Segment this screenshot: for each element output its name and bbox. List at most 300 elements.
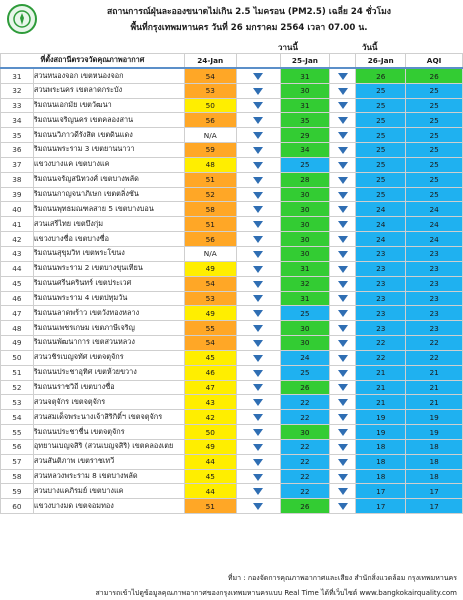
value-26-jan: 23 (356, 276, 406, 291)
table-row (1, 68, 463, 83)
value-25-jan: 34 (280, 143, 330, 158)
station-name: ริมถนนพระราม 4 เขตปทุมวัน (33, 291, 184, 306)
row-index: 35 (1, 128, 34, 143)
trend-down-icon (330, 410, 356, 425)
value-25-jan: 30 (280, 232, 330, 247)
table-row (1, 217, 463, 232)
row-index: 46 (1, 291, 34, 306)
table-row (1, 98, 463, 113)
value-25-jan: 35 (280, 113, 330, 128)
down-arrow-icon (338, 384, 348, 391)
trend-down-icon (330, 157, 356, 172)
table-row (1, 499, 463, 514)
table-row (1, 306, 463, 321)
down-arrow-icon (338, 444, 348, 451)
value-25-jan: 22 (280, 469, 330, 484)
table-row (1, 380, 463, 395)
table-row (1, 469, 463, 484)
trend-down-icon (330, 484, 356, 499)
aqi-value: 25 (406, 187, 463, 202)
value-25-jan: 22 (280, 484, 330, 499)
value-24-jan: 46 (184, 365, 236, 380)
down-arrow-icon (338, 132, 348, 139)
value-24-jan: 42 (184, 410, 236, 425)
value-26-jan: 17 (356, 499, 406, 514)
trend-down-icon (236, 380, 280, 395)
station-name: ริมถนนศรีนครินทร์ เขตประเวศ (33, 276, 184, 291)
aqi-value: 23 (406, 246, 463, 261)
table-row (1, 157, 463, 172)
row-index: 43 (1, 246, 34, 261)
trend-down-icon (330, 499, 356, 514)
table-row (1, 454, 463, 469)
value-25-jan: 28 (280, 172, 330, 187)
trend-down-icon (330, 276, 356, 291)
aqi-value: 24 (406, 217, 463, 232)
value-25-jan: 30 (280, 202, 330, 217)
aqi-value: 23 (406, 291, 463, 306)
row-index: 56 (1, 439, 34, 454)
value-26-jan: 25 (356, 172, 406, 187)
row-index: 59 (1, 484, 34, 499)
trend-down-icon (236, 350, 280, 365)
row-index: 31 (1, 68, 34, 83)
trend-down-icon (236, 321, 280, 336)
aqi-value: 22 (406, 350, 463, 365)
trend-down-icon (236, 365, 280, 380)
aqi-value: 25 (406, 128, 463, 143)
down-arrow-icon (253, 177, 263, 184)
value-24-jan: 58 (184, 202, 236, 217)
row-index: 55 (1, 425, 34, 440)
website-note: สามารถเข้าไปดูข้อมูลคุณภาพอากาศของกรุงเทพมหานครแบบ Real Time ได้ที่เว็บไซต์ www.bangkokairquality.com (95, 589, 457, 597)
station-name: ริมถนนพุทธมณฑลสาย 5 เขตบางบอน (33, 202, 184, 217)
row-index: 44 (1, 261, 34, 276)
row-index: 41 (1, 217, 34, 232)
table-row (1, 410, 463, 425)
value-26-jan: 23 (356, 306, 406, 321)
down-arrow-icon (253, 206, 263, 213)
down-arrow-icon (338, 459, 348, 466)
value-24-jan: 50 (184, 98, 236, 113)
trend-down-icon (330, 439, 356, 454)
value-24-jan: 54 (184, 336, 236, 351)
trend-down-icon (236, 410, 280, 425)
down-arrow-icon (338, 503, 348, 510)
value-24-jan: 51 (184, 217, 236, 232)
down-arrow-icon (338, 117, 348, 124)
source-note: ที่มา : กองจัดการคุณภาพอากาศและเสียง สำนักสิ่งแวดล้อม กรุงเทพมหานคร (227, 574, 457, 582)
value-26-jan: 21 (356, 395, 406, 410)
trend-down-icon (236, 291, 280, 306)
trend-down-icon (330, 469, 356, 484)
trend-down-icon (330, 395, 356, 410)
aqi-value: 25 (406, 172, 463, 187)
station-name: ริมถนนพระราม 3 เขตยานนาวา (33, 143, 184, 158)
table-row (1, 232, 463, 247)
station-name: สวนสมเด็จพระนางเจ้าสิริกิติ์ฯ เขตจตุจักร (33, 410, 184, 425)
trend-down-icon (236, 172, 280, 187)
row-index: 50 (1, 350, 34, 365)
station-name: แขวงบางแค เขตบางแค (33, 157, 184, 172)
table-row (1, 484, 463, 499)
down-arrow-icon (338, 147, 348, 154)
aqi-value: 23 (406, 306, 463, 321)
table-row (1, 276, 463, 291)
label-today: วันนี้ (362, 43, 378, 52)
aqi-value: 17 (406, 484, 463, 499)
aqi-value: 21 (406, 380, 463, 395)
row-index: 58 (1, 469, 34, 484)
station-name: ริมถนนราชวิถี เขตบางซื่อ (33, 380, 184, 395)
down-arrow-icon (253, 281, 263, 288)
trend-down-icon (330, 83, 356, 98)
table-row (1, 425, 463, 440)
trend-down-icon (236, 187, 280, 202)
value-26-jan: 22 (356, 350, 406, 365)
station-name: ริมถนนวิภาวดีรังสิต เขตดินแดง (33, 128, 184, 143)
value-25-jan: 30 (280, 217, 330, 232)
value-25-jan: 26 (280, 499, 330, 514)
aqi-value: 19 (406, 410, 463, 425)
table-row (1, 202, 463, 217)
value-24-jan: 51 (184, 499, 236, 514)
down-arrow-icon (338, 236, 348, 243)
aqi-value: 25 (406, 157, 463, 172)
station-name: ริมถนนกาญจนาภิเษก เขตตลิ่งชัน (33, 187, 184, 202)
aqi-value: 21 (406, 395, 463, 410)
trend-down-icon (236, 395, 280, 410)
down-arrow-icon (338, 370, 348, 377)
trend-down-icon (330, 172, 356, 187)
station-name: สวนจตุจักร เขตจตุจักร (33, 395, 184, 410)
down-arrow-icon (338, 474, 348, 481)
value-24-jan: 45 (184, 469, 236, 484)
report-header (0, 0, 463, 40)
trend-down-icon (330, 365, 356, 380)
down-arrow-icon (338, 192, 348, 199)
value-25-jan: 25 (280, 306, 330, 321)
down-arrow-icon (338, 325, 348, 332)
trend-down-icon (236, 232, 280, 247)
table-row (1, 128, 463, 143)
value-26-jan: 23 (356, 291, 406, 306)
trend-down-icon (330, 454, 356, 469)
value-24-jan: 56 (184, 113, 236, 128)
value-26-jan: 18 (356, 454, 406, 469)
value-24-jan: 59 (184, 143, 236, 158)
value-24-jan: 49 (184, 261, 236, 276)
station-name: สวนหลวงพระราม 8 เขตบางพลัด (33, 469, 184, 484)
trend-down-icon (330, 187, 356, 202)
table-row (1, 321, 463, 336)
value-24-jan: 53 (184, 291, 236, 306)
value-24-jan: 49 (184, 439, 236, 454)
trend-down-icon (330, 350, 356, 365)
down-arrow-icon (253, 192, 263, 199)
value-25-jan: 26 (280, 380, 330, 395)
row-index: 54 (1, 410, 34, 425)
row-index: 47 (1, 306, 34, 321)
trend-down-icon (330, 306, 356, 321)
trend-down-icon (236, 261, 280, 276)
arrow2-column-header (330, 54, 356, 69)
down-arrow-icon (253, 488, 263, 495)
value-25-jan: 22 (280, 395, 330, 410)
trend-down-icon (236, 128, 280, 143)
row-index: 38 (1, 172, 34, 187)
aqi-value: 24 (406, 202, 463, 217)
down-arrow-icon (338, 399, 348, 406)
down-arrow-icon (253, 117, 263, 124)
trend-down-icon (330, 217, 356, 232)
aqi-value: 25 (406, 83, 463, 98)
trend-down-icon (236, 83, 280, 98)
value-25-jan: 25 (280, 365, 330, 380)
aqi-value: 24 (406, 232, 463, 247)
aqi-value: 23 (406, 321, 463, 336)
row-index: 39 (1, 187, 34, 202)
trend-down-icon (330, 246, 356, 261)
down-arrow-icon (253, 325, 263, 332)
value-25-jan: 22 (280, 439, 330, 454)
value-24-jan: 43 (184, 395, 236, 410)
aqi-value: 19 (406, 425, 463, 440)
aqi-value: 25 (406, 98, 463, 113)
aqi-value: 25 (406, 113, 463, 128)
down-arrow-icon (253, 399, 263, 406)
down-arrow-icon (253, 221, 263, 228)
aqi-value: 18 (406, 454, 463, 469)
down-arrow-icon (253, 236, 263, 243)
aqi-column-header: AQI (406, 54, 463, 69)
aqi-value: 22 (406, 336, 463, 351)
table-row (1, 365, 463, 380)
value-26-jan: 24 (356, 202, 406, 217)
value-26-jan: 25 (356, 187, 406, 202)
down-arrow-icon (338, 340, 348, 347)
row-index: 33 (1, 98, 34, 113)
trend-down-icon (236, 157, 280, 172)
value-26-jan: 24 (356, 232, 406, 247)
down-arrow-icon (338, 206, 348, 213)
down-arrow-icon (253, 266, 263, 273)
trend-down-icon (236, 425, 280, 440)
down-arrow-icon (253, 88, 263, 95)
trend-down-icon (236, 143, 280, 158)
table-row (1, 113, 463, 128)
table-row (1, 350, 463, 365)
value-24-jan: 54 (184, 68, 236, 83)
station-name: ริมถนนเจริญนคร เขตคลองสาน (33, 113, 184, 128)
trend-down-icon (236, 439, 280, 454)
value-24-jan: 49 (184, 306, 236, 321)
aqi-value: 25 (406, 143, 463, 158)
table-row (1, 261, 463, 276)
trend-down-icon (236, 246, 280, 261)
value-26-jan: 25 (356, 143, 406, 158)
value-25-jan: 31 (280, 291, 330, 306)
trend-down-icon (330, 425, 356, 440)
value-24-jan: 56 (184, 232, 236, 247)
down-arrow-icon (253, 251, 263, 258)
row-index: 60 (1, 499, 34, 514)
value-25-jan: 31 (280, 98, 330, 113)
down-arrow-icon (338, 162, 348, 169)
value-26-jan: 25 (356, 113, 406, 128)
value-26-jan: 24 (356, 217, 406, 232)
station-name: สวนพระนคร เขตลาดกระบัง (33, 83, 184, 98)
station-name: สวนวชิรเบญจทัศ เขตจตุจักร (33, 350, 184, 365)
trend-down-icon (236, 202, 280, 217)
bangkok-logo-icon (7, 4, 37, 34)
trend-down-icon (236, 276, 280, 291)
down-arrow-icon (253, 474, 263, 481)
trend-down-icon (236, 217, 280, 232)
arrow1-column-header (236, 54, 280, 69)
station-name: แขวงบางซื่อ เขตบางซื่อ (33, 232, 184, 247)
down-arrow-icon (253, 132, 263, 139)
value-26-jan: 18 (356, 469, 406, 484)
trend-down-icon (236, 68, 280, 83)
down-arrow-icon (253, 310, 263, 317)
value-25-jan: 30 (280, 83, 330, 98)
table-row (1, 83, 463, 98)
trend-down-icon (236, 113, 280, 128)
down-arrow-icon (338, 355, 348, 362)
aqi-value: 21 (406, 365, 463, 380)
value-26-jan: 21 (356, 380, 406, 395)
row-index: 34 (1, 113, 34, 128)
down-arrow-icon (253, 444, 263, 451)
trend-down-icon (330, 291, 356, 306)
value-25-jan: 32 (280, 276, 330, 291)
down-arrow-icon (338, 281, 348, 288)
value-24-jan: 54 (184, 276, 236, 291)
down-arrow-icon (338, 102, 348, 109)
down-arrow-icon (253, 295, 263, 302)
down-arrow-icon (253, 162, 263, 169)
station-name: ริมถนนประชาอุทิศ เขตห้วยขวาง (33, 365, 184, 380)
table-row (1, 187, 463, 202)
value-24-jan: 44 (184, 454, 236, 469)
row-index: 32 (1, 83, 34, 98)
value-26-jan: 22 (356, 336, 406, 351)
value-25-jan: 30 (280, 321, 330, 336)
value-26-jan: 26 (356, 68, 406, 83)
station-name: ริมถนนพัฒนาการ เขตสวนหลวง (33, 336, 184, 351)
table-row (1, 336, 463, 351)
value-25-jan: 30 (280, 187, 330, 202)
aqi-value: 18 (406, 469, 463, 484)
trend-down-icon (330, 321, 356, 336)
down-arrow-icon (338, 295, 348, 302)
down-arrow-icon (338, 221, 348, 228)
trend-down-icon (330, 68, 356, 83)
value-25-jan: 29 (280, 128, 330, 143)
down-arrow-icon (253, 384, 263, 391)
station-name: ริมถนนสุขุมวิท เขตพระโขนง (33, 246, 184, 261)
value-26-jan: 21 (356, 365, 406, 380)
down-arrow-icon (338, 266, 348, 273)
value-24-jan: N/A (184, 246, 236, 261)
trend-down-icon (330, 128, 356, 143)
down-arrow-icon (253, 147, 263, 154)
station-name: สวนหนองจอก เขตหนองจอก (33, 68, 184, 83)
value-24-jan: 52 (184, 187, 236, 202)
table-header-row (1, 54, 463, 69)
value-26-jan: 17 (356, 484, 406, 499)
value-26-jan: 19 (356, 410, 406, 425)
d3-column-header: 26-Jan (356, 54, 406, 69)
value-26-jan: 25 (356, 83, 406, 98)
value-25-jan: 30 (280, 425, 330, 440)
aqi-value: 23 (406, 276, 463, 291)
value-24-jan: N/A (184, 128, 236, 143)
trend-down-icon (236, 499, 280, 514)
value-26-jan: 23 (356, 246, 406, 261)
table-row (1, 246, 463, 261)
aqi-value: 23 (406, 261, 463, 276)
down-arrow-icon (338, 73, 348, 80)
down-arrow-icon (338, 488, 348, 495)
aqi-value: 18 (406, 439, 463, 454)
down-arrow-icon (253, 503, 263, 510)
row-index: 45 (1, 276, 34, 291)
row-index: 48 (1, 321, 34, 336)
row-index: 37 (1, 157, 34, 172)
down-arrow-icon (338, 310, 348, 317)
trend-down-icon (330, 336, 356, 351)
station-name: อุทยานเบญจสิริ (สวนเบญจสิริ) เขตคลองเตย (33, 439, 184, 454)
down-arrow-icon (253, 340, 263, 347)
value-26-jan: 18 (356, 439, 406, 454)
trend-down-icon (330, 143, 356, 158)
table-row (1, 439, 463, 454)
row-index: 53 (1, 395, 34, 410)
down-arrow-icon (253, 429, 263, 436)
value-24-jan: 51 (184, 172, 236, 187)
trend-down-icon (236, 98, 280, 113)
table-row (1, 172, 463, 187)
air-quality-table (0, 53, 463, 514)
down-arrow-icon (338, 251, 348, 258)
station-name: ริมถนนประชาชื่น เขตจตุจักร (33, 425, 184, 440)
report-subtitle: พื้นที่กรุงเทพมหานคร วันที่ 26 มกราคม 2564 เวลา 07.00 น. (130, 23, 368, 33)
aqi-value: 17 (406, 499, 463, 514)
trend-down-icon (330, 98, 356, 113)
down-arrow-icon (338, 177, 348, 184)
row-index: 57 (1, 454, 34, 469)
trend-down-icon (236, 306, 280, 321)
value-24-jan: 44 (184, 484, 236, 499)
table-row (1, 143, 463, 158)
value-24-jan: 50 (184, 425, 236, 440)
value-25-jan: 30 (280, 246, 330, 261)
value-26-jan: 25 (356, 128, 406, 143)
value-25-jan: 22 (280, 454, 330, 469)
down-arrow-icon (338, 88, 348, 95)
trend-down-icon (236, 469, 280, 484)
station-name: ริมถนนลาดพร้าว เขตวังทองหลาง (33, 306, 184, 321)
aqi-value: 26 (406, 68, 463, 83)
value-26-jan: 23 (356, 261, 406, 276)
trend-down-icon (330, 113, 356, 128)
down-arrow-icon (253, 102, 263, 109)
station-name: ริมถนนเอกมัย เขตวัฒนา (33, 98, 184, 113)
trend-down-icon (330, 261, 356, 276)
down-arrow-icon (253, 459, 263, 466)
